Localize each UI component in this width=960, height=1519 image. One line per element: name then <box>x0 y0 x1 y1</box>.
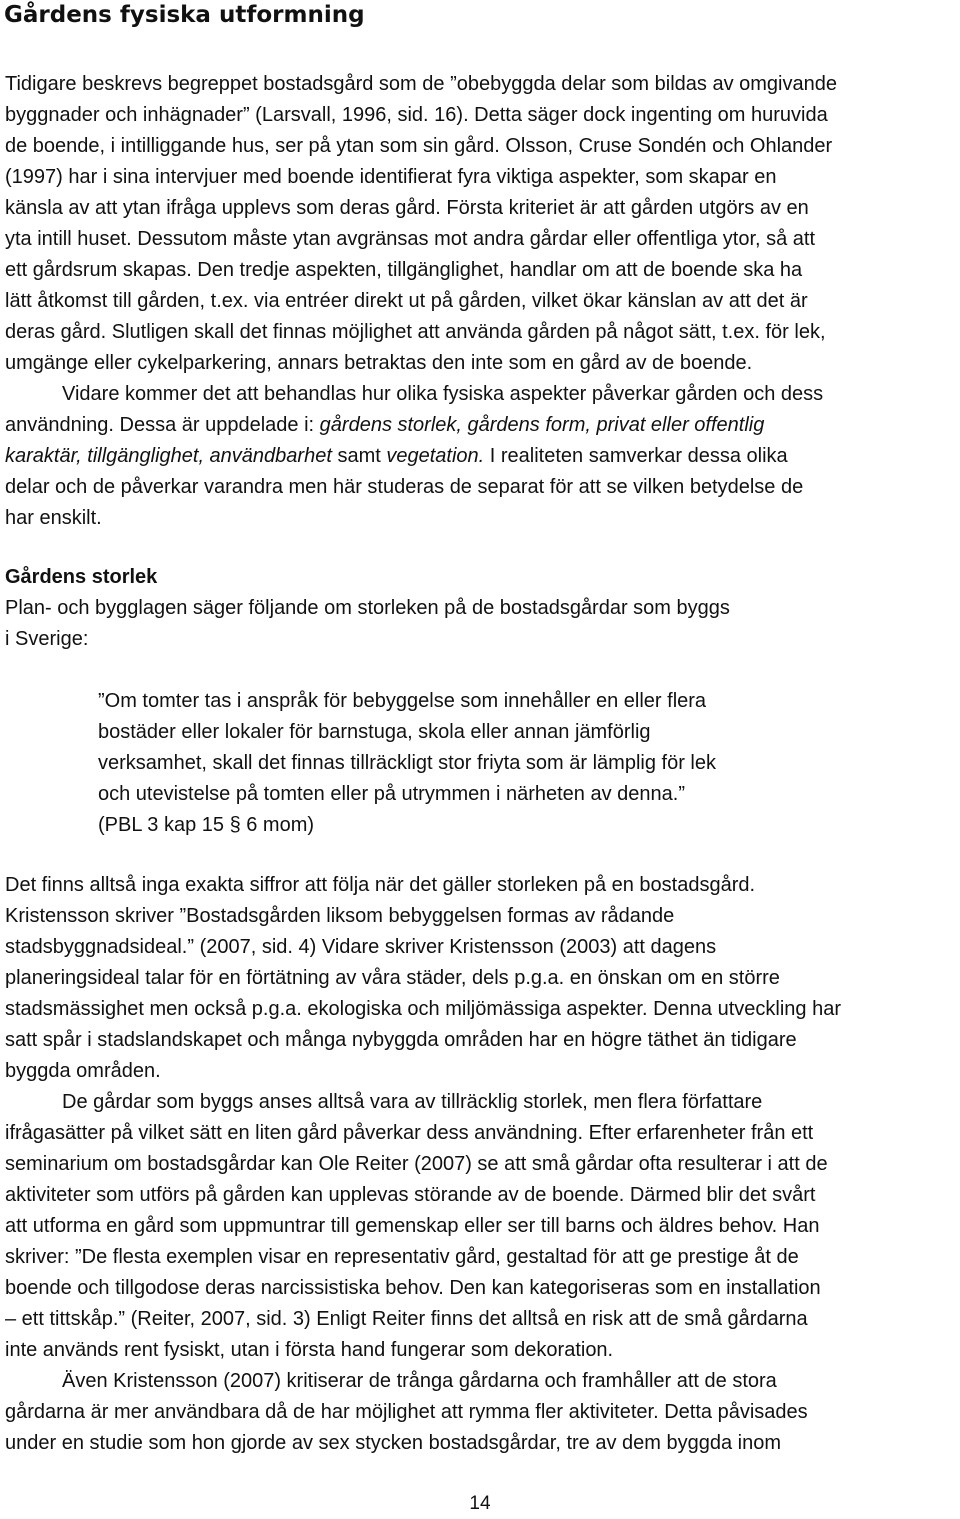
paragraph-intro <box>5 69 955 379</box>
quote-line: verksamhet, skall det finnas tillräckligt stor friyta som är lämplig för lek <box>98 752 716 774</box>
italic-vegetation: vegetation. <box>386 445 485 467</box>
text-line: stadsmässighet men också p.g.a. ekologiska och miljömässiga aspekter. Denna utveckling har <box>5 998 841 1020</box>
text-line: aktiviteter som utförs på gården kan upplevas störande av de boende. Därmed blir det svårt <box>5 1184 816 1206</box>
text-line: användning. Dessa är uppdelade i: gårdens storlek, gårdens form, privat eller offentlig <box>5 414 765 436</box>
text-line: seminarium om bostadsgårdar kan Ole Reiter (2007) se att små gårdar ofta resulterar i att de <box>5 1153 828 1175</box>
italic-aspects: gårdens storlek, gårdens form, privat eller offentlig <box>319 414 765 436</box>
block-quote <box>98 686 858 841</box>
text-line: Vidare kommer det att behandlas hur olika fysiska aspekter påverkar gården och dess <box>62 383 824 405</box>
text-line: umgänge eller cykelparkering, annars betraktas den inte som en gård av de boende. <box>5 352 753 374</box>
text-line: byggda områden. <box>5 1060 161 1082</box>
paragraph-kristensson <box>5 1366 955 1459</box>
section-heading: Gårdens fysiska utformning <box>4 2 365 28</box>
text-line: boende och tillgodose deras narcissistiska behov. Den kan kategoriseras som en installation <box>5 1277 821 1299</box>
text-line: ett gårdsrum skapas. Den tredje aspekten, tillgänglighet, handlar om att de boende ska ha <box>5 259 803 281</box>
quote-line: ”Om tomter tas i anspråk för bebyggelse som innehåller en eller flera <box>98 690 707 712</box>
text-line: planeringsideal talar för en förtätning av våra städer, dels p.g.a. en önskan om en större <box>5 967 780 989</box>
text-line: deras gård. Slutligen skall det finnas möjlighet att använda gården på något sätt, t.ex. för lek, <box>5 321 826 343</box>
text-line: stadsbyggnadsideal.” (2007, sid. 4) Vidare skriver Kristensson (2003) att dagens <box>5 936 717 958</box>
text-line: (1997) har i sina intervjuer med boende identifierat fyra viktiga aspekter, som skapar en <box>5 166 777 188</box>
text-line: satt spår i stadslandskapet och många nybyggda områden har en högre täthet än tidigare <box>5 1029 797 1051</box>
text-line: att utforma en gård som uppmuntrar till gemenskap eller ser till barns och äldres behov. Han <box>5 1215 820 1237</box>
text-line: De gårdar som byggs anses alltså vara av tillräcklig storlek, men flera författare <box>62 1091 763 1113</box>
text-line: de boende, i intilliggande hus, ser på ytan som sin gård. Olsson, Cruse Sondén och Ohlander <box>5 135 833 157</box>
text-line: inte används rent fysiskt, utan i första hand fungerar som dekoration. <box>5 1339 614 1361</box>
italic-aspects: karaktär, tillgänglighet, användbarhet <box>5 445 332 467</box>
text-line: delar och de påverkar varandra men här studeras de separat för att se vilken betydelse de <box>5 476 804 498</box>
quote-line: bostäder eller lokaler för barnstuga, skola eller annan jämförlig <box>98 721 651 743</box>
text-line: lätt åtkomst till gården, t.ex. via entréer direkt ut på gården, vilket ökar känslan av att det är <box>5 290 808 312</box>
text-line: Det finns alltså inga exakta siffror att följa när det gäller storleken på en bostadsgård. <box>5 874 756 896</box>
quote-citation: (PBL 3 kap 15 § 6 mom) <box>98 814 315 836</box>
subsection-heading: Gårdens storlek <box>5 566 158 588</box>
text-line: Kristensson skriver ”Bostadsgården liksom bebyggelsen formas av rådande <box>5 905 675 927</box>
text-line: ifrågasätter på vilket sätt en liten gård påverkar dess användning. Efter erfarenheter från ett <box>5 1122 814 1144</box>
text-line: i Sverige: <box>5 628 89 650</box>
text-line: har enskilt. <box>5 507 102 529</box>
text-line: – ett tittskåp.” (Reiter, 2007, sid. 3) Enligt Reiter finns det alltså en risk att de små gårdarna <box>5 1308 808 1330</box>
paragraph-reiter <box>5 1087 955 1366</box>
text-line: känsla av att ytan ifråga upplevs som deras gård. Första kriteriet är att gården utgörs av en <box>5 197 809 219</box>
page-number: 14 <box>469 1493 491 1514</box>
text-line: byggnader och inhägnader” (Larsvall, 1996, sid. 16). Detta säger dock ingenting om huruvida <box>5 104 828 126</box>
quote-line: och utevistelse på tomten eller på utrymmen i närheten av denna.” <box>98 783 685 805</box>
text-line: Tidigare beskrevs begreppet bostadsgård som de ”obebyggda delar som bildas av omgivande <box>5 73 837 95</box>
text-line: under en studie som hon gjorde av sex stycken bostadsgårdar, tre av dem byggda inom <box>5 1432 782 1454</box>
text-line: gårdarna är mer användbara då de har möjlighet att rymma fler aktiviteter. Detta påvisades <box>5 1401 808 1423</box>
paragraph-aspects <box>5 379 955 534</box>
text-line: yta intill huset. Dessutom måste ytan avgränsas mot andra gårdar eller offentliga ytor, så att <box>5 228 816 250</box>
text-line: Även Kristensson (2007) kritiserar de trånga gårdarna och framhåller att de stora <box>62 1370 777 1392</box>
paragraph-law-intro <box>5 593 955 655</box>
text-line: Plan- och bygglagen säger följande om storleken på de bostadsgårdar som byggs <box>5 597 730 619</box>
text-line: skriver: ”De flesta exemplen visar en representativ gård, gestaltad för att ge prestige åt de <box>5 1246 799 1268</box>
text-line: karaktär, tillgänglighet, användbarhet samt vegetation. I realiteten samverkar dessa olika <box>5 445 788 467</box>
paragraph-density <box>5 870 955 1087</box>
